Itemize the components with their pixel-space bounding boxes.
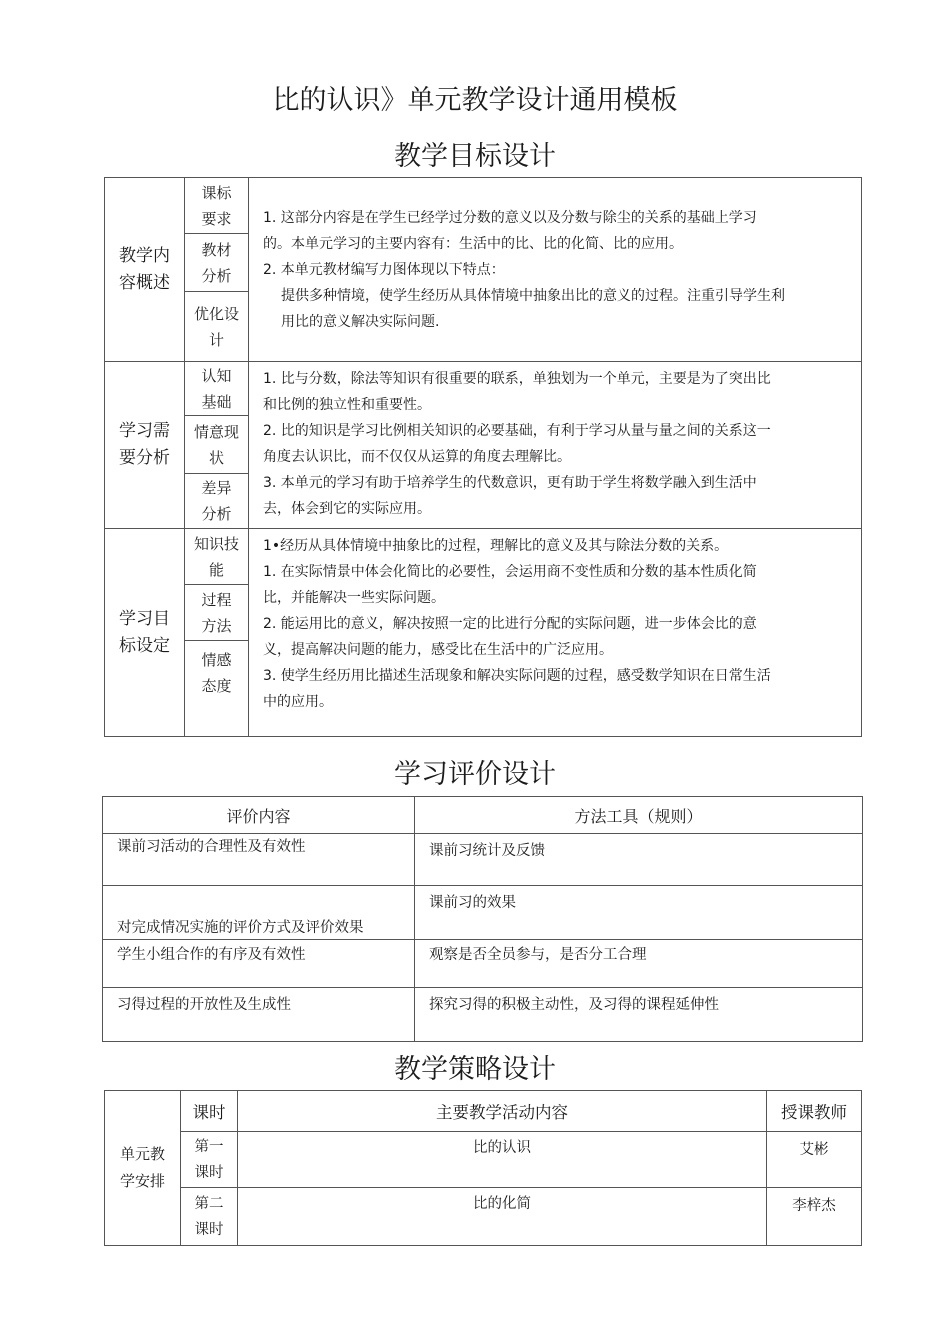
strategy-row-2-period: 第二 课时 [181, 1188, 238, 1246]
goal-sub-cognitive-foundation: 认知 基础 [185, 362, 249, 416]
evaluation-table [102, 796, 863, 1042]
strategy-row-2-content: 比的化简 [238, 1188, 767, 1246]
eval-row-3-method: 观察是否全员参与，是否分工合理 [415, 940, 863, 988]
eval-row-3-content: 学生小组合作的有序及有效性 [103, 940, 415, 988]
strategy-row-2-teacher: 李梓杰 [767, 1188, 862, 1246]
goal-sub-emotion-attitude: 情感 态度 [185, 641, 249, 737]
eval-row-2-content: 对完成情况实施的评价方式及评价效果 [103, 886, 415, 940]
goal-sub-knowledge-skills: 知识技 能 [185, 529, 249, 585]
goal-table [104, 177, 862, 737]
eval-row-1-method: 课前习统计及反馈 [415, 834, 863, 886]
goal-sub-optimized-design: 优化设 计 [185, 292, 249, 362]
section-title-strategy: 教学策略设计 [394, 1054, 556, 1085]
strategy-category: 单元教 学安排 [105, 1091, 181, 1246]
section-title-evaluation: 学习评价设计 [394, 759, 556, 790]
goal-category-learning-objectives: 学习目 标设定 [105, 529, 185, 737]
document-title: 比的认识》单元教学设计通用模板 [272, 85, 678, 116]
eval-header-method: 方法工具（规则） [415, 797, 863, 834]
goal-category-needs-analysis: 学习需 要分析 [105, 362, 185, 529]
strategy-row-1-teacher: 艾彬 [767, 1132, 862, 1188]
eval-row-1-content: 课前习活动的合理性及有效性 [103, 834, 415, 886]
goal-category-content-overview: 教学内 容概述 [105, 178, 185, 362]
eval-header-content: 评价内容 [103, 797, 415, 834]
eval-row-4-content: 习得过程的开放性及生成性 [103, 988, 415, 1042]
goal-objectives-text: 1•经历从具体情境中抽象比的过程，理解比的意义及其与除法分数的关系。 1. 在实际情景中体会化简比的必要性，会运用商不变性质和分数的基本性质化简 比，并能解决一些实际问题。 2. 能运用比的意义，解决按照一定的比进行分配的实际问题，进一步体会比的意 义，提高解决问题的能力，感受比在生活中的广泛应用。 3. 使学生经历用比描述生活现象和解决实际问题的过程，感受数学知识在日常生活 中的应用。 [249, 529, 862, 737]
goal-sub-textbook-analysis: 教材 分析 [185, 234, 249, 292]
strategy-header-activities: 主要教学活动内容 [238, 1091, 767, 1132]
section-title-goals: 教学目标设计 [394, 141, 556, 172]
goal-sub-affective-status: 情意现 状 [185, 416, 249, 474]
eval-row-2-method: 课前习的效果 [415, 886, 863, 940]
strategy-row-1-content: 比的认识 [238, 1132, 767, 1188]
eval-row-4-method: 探究习得的积极主动性，及习得的课程延伸性 [415, 988, 863, 1042]
goal-sub-process-methods: 过程 方法 [185, 585, 249, 641]
goal-sub-curriculum-standard: 课标 要求 [185, 178, 249, 234]
strategy-table [104, 1090, 862, 1246]
goal-content-overview-text: 1. 这部分内容是在学生已经学过分数的意义以及分数与除尘的关系的基础上学习 的。本单元学习的主要内容有：生活中的比、比的化简、比的应用。 2. 本单元教材编写力图体现以下特点： 提供多种情境，使学生经历从具体情境中抽象出比的意义的过程。注重引导学生利 用比的意义解决实际问题. [249, 178, 862, 362]
strategy-row-1-period: 第一 课时 [181, 1132, 238, 1188]
goal-sub-difference-analysis: 差异 分析 [185, 474, 249, 529]
strategy-header-teacher: 授课教师 [767, 1091, 862, 1132]
strategy-header-period: 课时 [181, 1091, 238, 1132]
goal-needs-analysis-text: 1. 比与分数，除法等知识有很重要的联系，单独划为一个单元，主要是为了突出比 和比例的独立性和重要性。 2. 比的知识是学习比例相关知识的必要基础，有利于学习从量与量之间的关系这一 角度去认识比，而不仅仅从运算的角度去理解比。 3. 本单元的学习有助于培养学生的代数意识，更有助于学生将数学融入到生活中 去，体会到它的实际应用。 [249, 362, 862, 529]
